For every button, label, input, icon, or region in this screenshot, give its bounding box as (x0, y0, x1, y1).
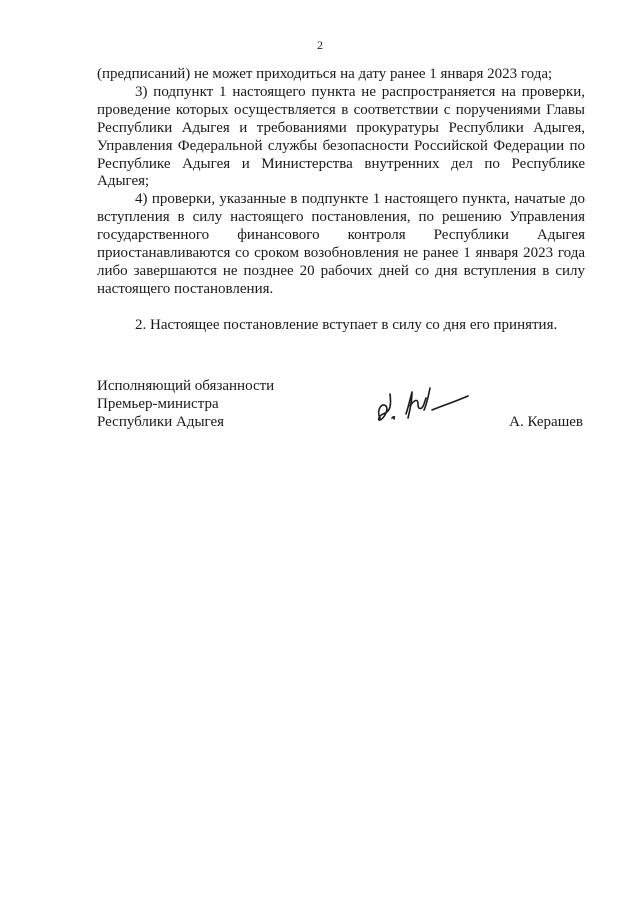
signatory-title-line-2: Премьер-министра (97, 395, 219, 412)
handwritten-signature-icon (370, 380, 480, 430)
signatory-title-line-1: Исполняющий обязанности (97, 378, 275, 394)
signatory-title-line-3: Республики Адыгея (97, 413, 225, 430)
paragraph-clause-2: 2. Настоящее постановление вступает в силу со дня его принятия. (135, 316, 558, 333)
signatory-name: А. Керашев (509, 414, 583, 430)
document-body (97, 66, 585, 335)
paragraph-item-3: 3) подпункт 1 настоящего пункта не распространяется на проверки, проведение которых осуществляется в соответствии с поручениями Главы Республики Адыгея и требованиями прокуратуры Республики Адыгея, Управления Федеральной службы безопасности Российской Федерации по Республике Адыгея и Министерства внутренних дел по Республике Адыгея; (97, 83, 585, 190)
paragraph-item-4: 4) проверки, указанные в подпункте 1 настоящего пункта, начатые до вступления в силу настоящего постановления, по решению Управления государственного финансового контроля Республики Адыгея приостанавливаются со сроком возобновления не ранее 1 января 2023 года либо завершаются не позднее 20 рабочих дней со дня вступления в силу настоящего постановления. (97, 191, 585, 297)
page-number: 2 (317, 38, 323, 52)
signatory-title (97, 378, 274, 432)
paragraph-continuation: (предписаний) не может приходиться на дату ранее 1 января 2023 года; (97, 66, 553, 82)
